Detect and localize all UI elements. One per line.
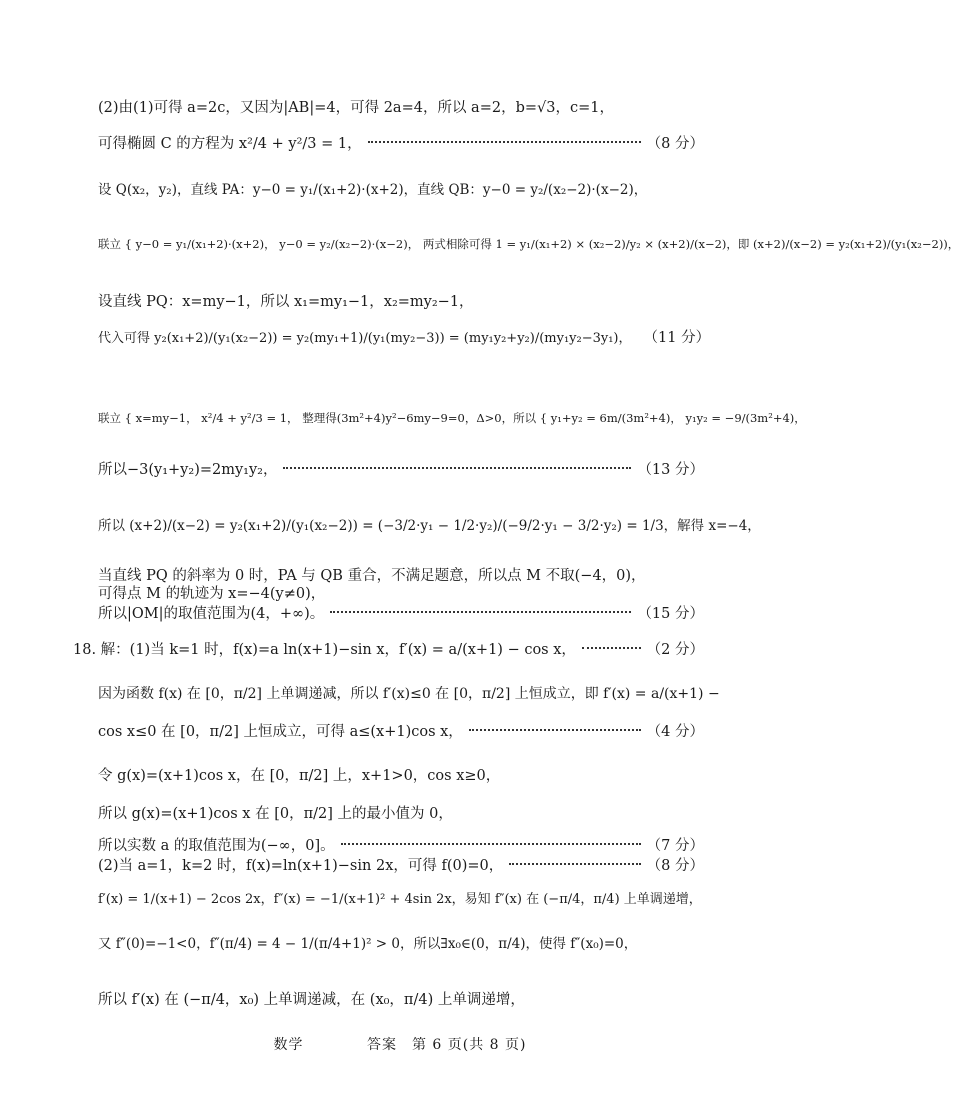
solution-line: (2)当 a=1，k=2 时，f(x)=ln(x+1)−sin 2x，可得 f(0)=0， （8 分） [98, 858, 704, 874]
score-mark: （11 分） [643, 330, 711, 346]
solution-line: f′(x) = 1/(x+1) − 2cos 2x，f″(x) = −1/(x+1)² + 4sin 2x，易知 f″(x) 在 (−π/4，π/4) 上单调递增， [98, 892, 702, 907]
score-mark: （4 分） [646, 724, 704, 740]
solution-line: 所以|OM|的取值范围为(4，+∞)。 （15 分） [98, 606, 704, 622]
solution-line: 当直线 PQ 的斜率为 0 时，PA 与 QB 重合，不满足题意，所以点 M 不取(−4，0)， [98, 568, 646, 584]
solution-line: 联立 { y−0 = y₁/(x₁+2)·(x+2)， y−0 = y₂/(x₂−2)·(x−2)， 两式相除可得 1 = y₁/(x₁+2) × (x₂−2)/y₂ × (x+2)/(x−2)，即 (x+2)/(x−2) = y₂(x₁+2)/(y₁(x₂−2))， [98, 237, 959, 251]
solution-line: 设 Q(x₂，y₂)，直线 PA：y−0 = y₁/(x₁+2)·(x+2)，直线 QB：y−0 = y₂/(x₂−2)·(x−2)， [98, 182, 648, 198]
solution-line: 所以 (x+2)/(x−2) = y₂(x₁+2)/(y₁(x₂−2)) = (−3/2·y₁ − 1/2·y₂)/(−9/2·y₁ − 3/2·y₂) = 1/3，解得 x=−4， [98, 518, 761, 534]
solution-line: 令 g(x)=(x+1)cos x，在 [0，π/2] 上，x+1>0，cos x≥0， [98, 768, 501, 784]
solution-line: cos x≤0 在 [0，π/2] 上恒成立，可得 a≤(x+1)cos x， （4 分） [98, 724, 704, 740]
score-mark: （7 分） [646, 838, 704, 854]
solution-line: 可得点 M 的轨迹为 x=−4(y≠0)， [98, 586, 326, 602]
solution-line: 代入可得 y₂(x₁+2)/(y₁(x₂−2)) = y₂(my₁+1)/(y₁(my₂−3)) = (my₁y₂+y₂)/(my₁y₂−3y₁)， （11 分） [98, 330, 711, 346]
footer-subject: 数学 [273, 1037, 304, 1053]
solution-line: 所以 f′(x) 在 (−π/4，x₀) 上单调递减，在 (x₀，π/4) 上单调递增， [98, 992, 525, 1008]
score-mark: （8 分） [646, 136, 704, 152]
solution-line: (2)由(1)可得 a=2c，又因为|AB|=4，可得 2a=4，所以 a=2，b=√3，c=1， [98, 100, 614, 116]
solution-line: 可得椭圆 C 的方程为 x²/4 + y²/3 = 1， （8 分） [98, 136, 704, 152]
score-mark: （8 分） [646, 858, 704, 874]
solution-line: 因为函数 f(x) 在 [0，π/2] 上单调递减，所以 f′(x)≤0 在 [0，π/2] 上恒成立，即 f′(x) = a/(x+1) − [98, 686, 720, 702]
score-mark: （2 分） [646, 642, 704, 658]
solution-line: 又 f″(0)=−1<0，f″(π/4) = 4 − 1/(π/4+1)² > 0，所以∃x₀∈(0，π/4)，使得 f″(x₀)=0， [98, 936, 638, 952]
score-mark: （15 分） [637, 606, 704, 622]
solution-line: 所以实数 a 的取值范围为(−∞，0]。 （7 分） [98, 838, 704, 854]
footer-page-label: 答案 第 6 页(共 8 页) [366, 1037, 527, 1053]
solution-line: 所以 g(x)=(x+1)cos x 在 [0，π/2] 上的最小值为 0， [98, 806, 453, 822]
question-18-heading: 18. 解：(1)当 k=1 时，f(x)=a ln(x+1)−sin x，f′(x) = a/(x+1) − cos x， （2 分） [73, 642, 704, 658]
solution-line: 所以−3(y₁+y₂)=2my₁y₂， （13 分） [98, 462, 704, 478]
score-mark: （13 分） [637, 462, 704, 478]
solution-line: 设直线 PQ：x=my−1，所以 x₁=my₁−1，x₂=my₂−1， [98, 294, 474, 310]
page-footer [0, 1034, 800, 1054]
solution-line: 联立 { x=my−1， x²/4 + y²/3 = 1， 整理得(3m²+4)y²−6my−9=0，Δ>0，所以 { y₁+y₂ = 6m/(3m²+4)， y₁y₂ = −9/(3m²+4)， [98, 411, 806, 425]
